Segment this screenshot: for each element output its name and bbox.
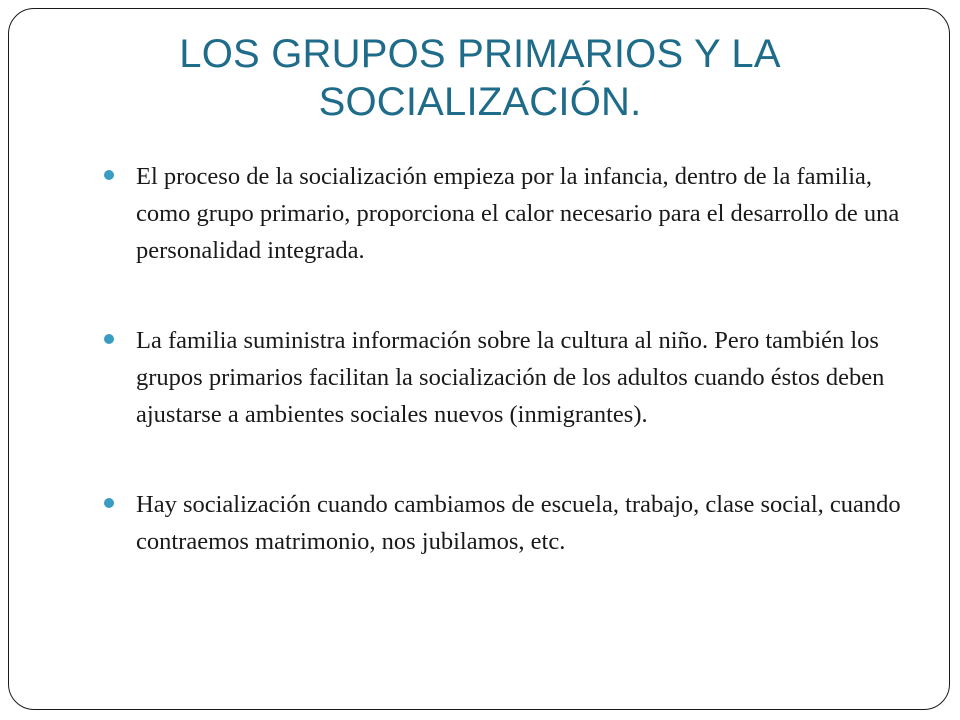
slide-title: LOS GRUPOS PRIMARIOS Y LA SOCIALIZACIÓN. [179, 32, 781, 124]
bullet-dot-icon [104, 334, 114, 344]
bullet-text: La familia suministra información sobre la cultura al niño. Pero también los grupos primarios facilitan la socialización de los adultos cuando éstos deben ajustarse a ambientes sociales nuevos (inmigrantes). [136, 327, 885, 428]
bullet-item [104, 486, 904, 560]
bullet-dot-icon [104, 498, 114, 508]
bullet-text: El proceso de la socialización empieza por la infancia, dentro de la familia, como grupo primario, proporciona el calor necesario para el desarrollo de una personalidad integrada. [136, 163, 900, 264]
bullet-item [104, 322, 904, 433]
bullet-dot-icon [104, 170, 114, 180]
bullet-list [104, 158, 904, 613]
bullet-item [104, 158, 904, 269]
bullet-text: Hay socialización cuando cambiamos de escuela, trabajo, clase social, cuando contraemos matrimonio, nos jubilamos, etc. [136, 491, 901, 555]
